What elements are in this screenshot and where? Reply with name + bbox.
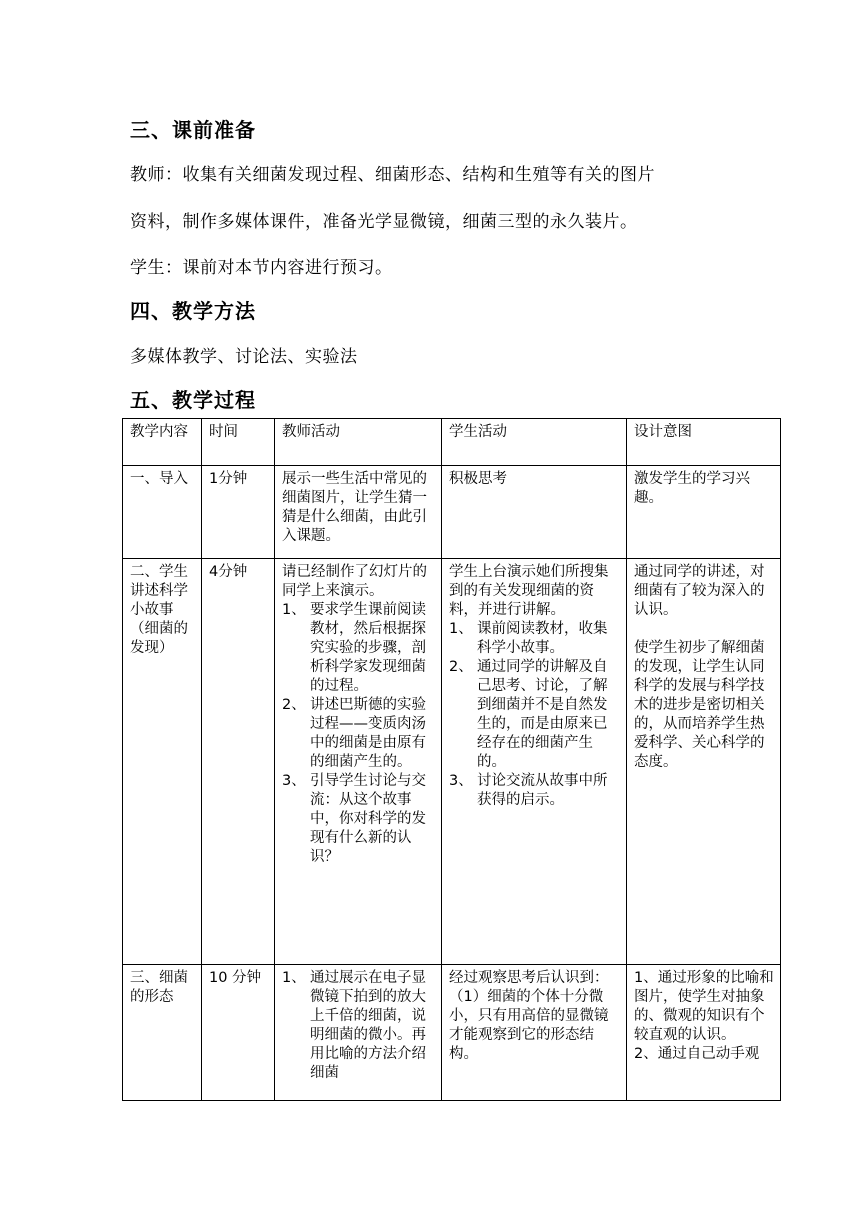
student-preparation: 学生：课前对本节内容进行预习。 <box>130 258 393 278</box>
student-activity-intro: 经过观察思考后认识到： <box>449 970 609 986</box>
cell-design-intent <box>627 965 781 1101</box>
list-item: 3、 引导学生讨论与交流：从这个故事中，你对科学的发现有什么新的认识？ <box>282 773 426 865</box>
header-cell-time: 时间 <box>202 419 275 466</box>
table-row <box>123 466 781 559</box>
teacher-preparation-line2: 资料，制作多媒体课件，准备光学显微镜，细菌三型的永久装片。 <box>130 212 638 232</box>
list-item: 2、 讲述巴斯德的实验过程——变质肉汤中的细菌是由原有的细菌产生的。 <box>282 697 426 770</box>
header-cell-intent: 设计意图 <box>627 419 781 466</box>
table-row <box>123 559 781 965</box>
cell-content: 一、导入 <box>123 466 202 559</box>
cell-design-intent <box>627 559 781 965</box>
teacher-activity-list <box>282 601 436 867</box>
teaching-method-text: 多媒体教学、讨论法、实验法 <box>130 347 358 367</box>
design-intent-paragraph: 使学生初步了解细菌的发现，让学生认同科学的发展与科学技术的进步是密切相关的，从而培养学生热爱科学、关心科学的态度。 <box>634 640 765 770</box>
teacher-preparation-line1: 教师：收集有关细菌发现过程、细菌形态、结构和生殖等有关的图片 <box>130 165 655 185</box>
heading-teaching-method: 四、教学方法 <box>130 299 256 323</box>
header-cell-content: 教学内容 <box>123 419 202 466</box>
design-intent-paragraph: 2、通过自己动手观 <box>634 1046 760 1062</box>
cell-time: 1分钟 <box>202 466 275 559</box>
cell-teacher-activity <box>275 965 442 1101</box>
list-item: 3、 讨论交流从故事中所获得的启示。 <box>449 773 608 808</box>
cell-student-activity: 积极思考 <box>442 466 627 559</box>
list-item: 1、 通过展示在电子显微镜下拍到的放大上千倍的细菌，说明细菌的微小。再用比喻的方法介绍细菌 <box>282 970 426 1081</box>
cell-design-intent: 激发学生的学习兴趣。 <box>627 466 781 559</box>
list-item: 1、 课前阅读教材，收集科学小故事。 <box>449 621 608 656</box>
cell-student-activity <box>442 965 627 1101</box>
cell-time: 10 分钟 <box>202 965 275 1101</box>
cell-teacher-activity: 展示一些生活中常见的细菌图片，让学生猜一猜是什么细菌，由此引入课题。 <box>275 466 442 559</box>
design-intent-paragraph: 通过同学的讲述，对细菌有了较为深入的认识。 <box>634 564 765 618</box>
header-cell-teacher: 教师活动 <box>275 419 442 466</box>
header-cell-student: 学生活动 <box>442 419 627 466</box>
list-item: 1、 要求学生课前阅读教材，然后根据探究实验的步骤，剖析科学家发现细菌的过程。 <box>282 602 426 694</box>
cell-time: 4分钟 <box>202 559 275 965</box>
teacher-activity-intro: 请已经制作了幻灯片的同学上来演示。 <box>282 564 427 599</box>
student-activity-list <box>449 620 621 810</box>
list-item: 2、 通过同学的讲解及自己思考、讨论，了解到细菌并不是自然发生的，而是由原来已经存在的细菌产生的。 <box>449 659 608 770</box>
teacher-activity-list <box>282 969 436 1083</box>
cell-content: 三、细菌的形态 <box>123 965 202 1101</box>
student-activity-intro: 学生上台演示她们所搜集到的有关发现细菌的资料，并进行讲解。 <box>449 564 609 618</box>
heading-class-preparation: 三、课前准备 <box>130 118 256 142</box>
design-intent-paragraph: 1、通过形象的比喻和图片，使学生对抽象的、微观的知识有个较直观的认识。 <box>634 970 774 1043</box>
cell-student-activity <box>442 559 627 965</box>
table-row <box>123 965 781 1101</box>
heading-teaching-process: 五、教学过程 <box>130 388 256 412</box>
student-activity-point: （1）细菌的个体十分微小，只有用高倍的显微镜才能观察到它的形态结构。 <box>449 989 609 1062</box>
table-header-row <box>123 419 781 466</box>
cell-content: 二、学生讲述科学小故事（细菌的发现） <box>123 559 202 965</box>
cell-teacher-activity <box>275 559 442 965</box>
teaching-process-table <box>122 418 781 1101</box>
